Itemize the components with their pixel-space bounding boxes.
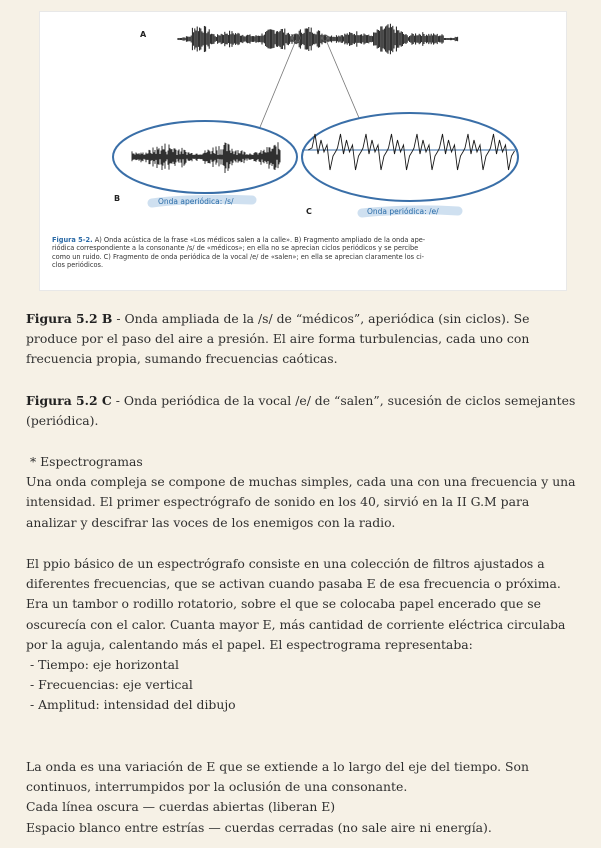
wave-paragraph-1: La onda es una variación de E que se extiende a lo largo del eje del tiempo. Son continuos, interrumpidos por la oclusión de una consonante. xyxy=(26,759,529,795)
wave-paragraph-2: Cada línea oscura — cuerdas abiertas (liberan E) xyxy=(26,799,336,815)
wave-section xyxy=(26,757,581,838)
list-item-amplitude: - Amplitud: intensidad del dibujo xyxy=(26,697,236,713)
list-item-time: - Tiempo: eje horizontal xyxy=(26,657,179,673)
caption-line-4: clos periódicos. xyxy=(52,261,104,270)
caption-lead: Figura 5-2. xyxy=(52,236,93,244)
caption-line-1: A) Onda acústica de la frase «Los médicos salen a la calle». B) Fragmento ampliado de la onda ape- xyxy=(94,236,426,244)
spectro-heading: * Espectrogramas xyxy=(26,454,143,469)
caption-line-2: riódica correspondiente a la consonante /s/ de «médicos»; en ella no se aprecian ciclos periódicos y se percibe xyxy=(52,244,419,253)
fig-c-text: - Onda periódica de la vocal /e/ de “salen”, sucesión de ciclos semejantes (periódica). xyxy=(26,393,576,429)
label-c: C xyxy=(306,207,312,216)
label-a: A xyxy=(140,30,147,39)
fig-b-paragraph xyxy=(26,309,581,370)
list-item-frequency: - Frecuencias: eje vertical xyxy=(26,677,193,693)
figure-caption xyxy=(52,236,557,270)
wave-paragraph-3: Espacio blanco entre estrías — cuerdas cerradas (no sale aire ni energía). xyxy=(26,819,492,835)
figure-5-2 xyxy=(40,12,566,290)
wave-b-label: Onda aperiódica: /s/ xyxy=(158,197,234,206)
label-b: B xyxy=(114,194,121,203)
fig-c-title: Figura 5.2 C xyxy=(26,393,112,408)
zoom-line-b xyxy=(258,40,296,132)
spectro-paragraph-1: Una onda compleja se compone de muchas simples, cada una con una frecuencia y una intensidad. El primer espectrógrafo de sonido en los 40, sirvió en la II G.M para analizar y descifrar las voces de los enemigos con la radio. xyxy=(26,474,576,530)
fig-b-text: - Onda ampliada de la /s/ de “médicos”, aperiódica (sin ciclos). Se produce por el paso del aire a presión. El aire forma turbulencias, cada uno con frecuencia propia, sumando frecuencias caóticas. xyxy=(26,311,530,367)
caption-line-3: como un ruido. C) Fragmento de onda periódica de la vocal /e/ de «salen»; en ella se aprecian claramente los ci- xyxy=(52,252,425,261)
waveform-a xyxy=(178,24,458,55)
spectrograph-section xyxy=(26,554,581,716)
fig-b-title: Figura 5.2 B xyxy=(26,311,113,326)
fig-c-paragraph xyxy=(26,391,581,431)
spectrogram-section xyxy=(26,452,581,533)
wave-c-label: Onda periódica: /e/ xyxy=(367,207,439,216)
spectro-paragraph-2: El ppio básico de un espectrógrafo consiste en una colección de filtros ajustados a diferentes frecuencias, que se activan cuando pasaba E de esa frecuencia o próxima. xyxy=(26,556,561,592)
spectro-paragraph-3: Era un tambor o rodillo rotatorio, sobre el que se colocaba papel encerado que se oscurecía con el calor. Cuanta mayor E, más cantidad de corriente eléctrica circulaba por la aguja, calentando más el papel. El espectrograma representaba: xyxy=(26,596,566,652)
